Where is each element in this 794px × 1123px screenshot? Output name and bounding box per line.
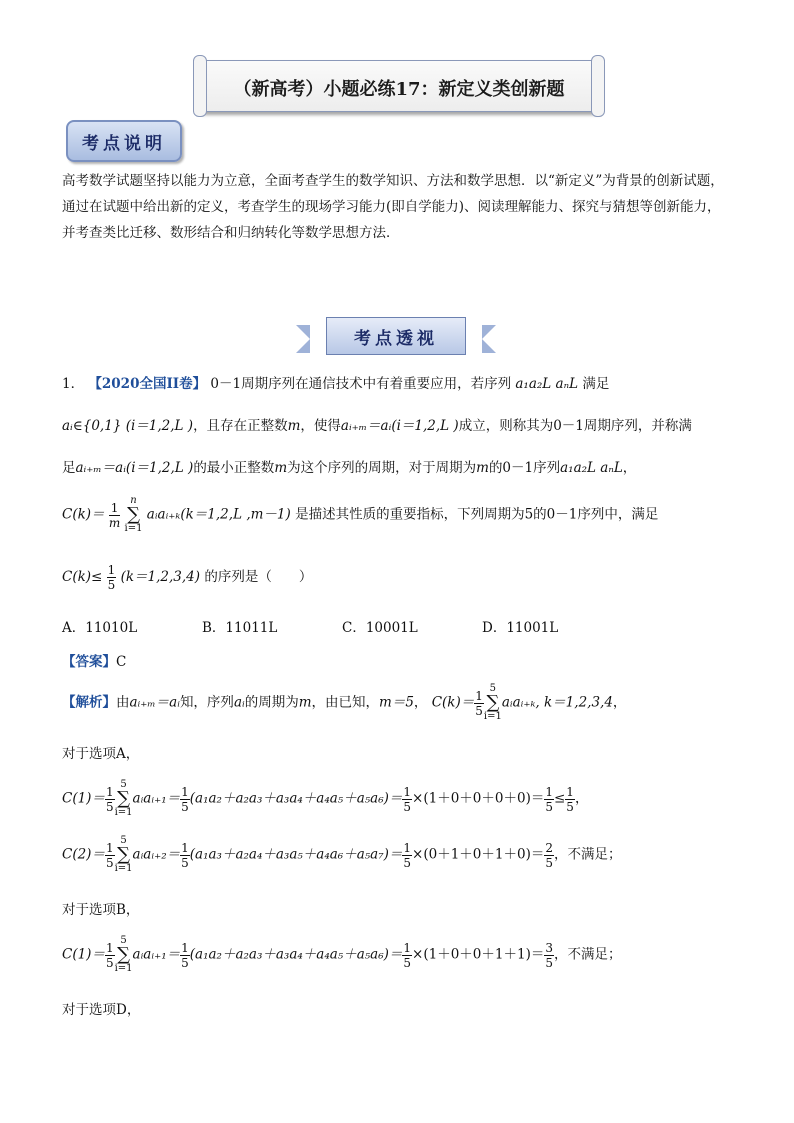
sigma-symbol: ∑ [117, 788, 130, 809]
question-source: 【2020全国II卷】 [88, 376, 207, 392]
frac-num: 2 [545, 840, 553, 855]
math-var: m [298, 694, 312, 711]
frac-den: 5 [403, 855, 412, 870]
answer-label: 【答案】 [62, 654, 116, 670]
math-var: aᵢ [233, 694, 245, 711]
math-var: m [287, 418, 301, 434]
option-a: A．11010L [62, 620, 138, 636]
question-text: 的序列是（ ） [204, 569, 313, 585]
frac-den: 5 [545, 855, 553, 870]
sum-bottom: i=1 [483, 711, 502, 722]
frac-num: 1 [181, 840, 189, 855]
sum-top: 5 [120, 835, 127, 846]
question-text: 足 [62, 460, 76, 476]
frac-den: 5 [403, 799, 412, 814]
frac-den: 5 [181, 799, 189, 814]
calc-end: ，不满足； [553, 846, 622, 863]
page-title: （新高考）小题必练17：新定义类创新题 [233, 79, 565, 100]
math-term: aᵢaᵢ₊₁＝ [132, 790, 181, 807]
frac-den: 5 [545, 799, 553, 814]
sigma-symbol: ∑ [127, 504, 140, 525]
math-fraction [107, 563, 117, 592]
frac-num: 1 [403, 940, 412, 955]
frac-den: 5 [566, 799, 574, 814]
frac-num: 1 [566, 784, 574, 799]
math-le: ≤ [553, 790, 566, 807]
frac-num: 1 [105, 840, 114, 855]
analysis-text: ， [612, 694, 627, 711]
question-line-3 [62, 456, 636, 476]
math-calc: ×(1＋0＋0＋0＋0)＝ [412, 790, 545, 807]
question-line-4 [62, 496, 658, 534]
frac-num: 1 [403, 840, 412, 855]
analysis-line-1 [62, 684, 626, 722]
math-var: m [476, 460, 489, 476]
sum-bottom: i=1 [114, 963, 133, 974]
math-fraction [180, 785, 190, 814]
option-b-heading: 对于选项B， [62, 902, 140, 918]
section-badge-label: 考点说明 [82, 134, 166, 154]
math-ck: C(1)＝ [62, 946, 105, 963]
option-c: C．10001L [342, 620, 418, 636]
question-text: 成立，则称其为0－1周期序列，并称满 [458, 418, 692, 434]
calc-a-c1 [62, 780, 588, 818]
math-fraction [105, 785, 115, 814]
math-range: (k＝1,2,3,4) [120, 569, 201, 585]
analysis-text: ， [413, 694, 428, 711]
math-fraction [109, 501, 120, 530]
frac-num: 1 [403, 784, 412, 799]
frac-den: 5 [107, 578, 116, 592]
math-term: aᵢaᵢ₊ₖ(k＝1,2,L ,m－1) [146, 506, 291, 523]
frac-num: 1 [105, 784, 114, 799]
option-d: D．11001L [482, 620, 559, 636]
question-text: 为这个序列的周期，对于周期为 [287, 460, 477, 476]
frac-num: 1 [181, 940, 189, 955]
frac-den: 5 [403, 955, 412, 970]
math-fraction [105, 841, 115, 870]
math-sequence: a₁a₂L aₙL [560, 460, 623, 476]
question-text: 满足 [582, 376, 610, 392]
question-text: 0－1周期序列在通信技术中有着重要应用，若序列 [210, 376, 512, 392]
intro-paragraph: 高考数学试题坚持以能力为立意，全面考查学生的数学知识、方法和数学思想．以“新定义”为背景的创新试题，通过在试题中给出新的定义，考查学生的现场学习能力(即自学能力)、阅读理解能力、探究与猜想等创新能力，并考查类比迁移、数形结合和归纳转化等数学思想方法． [62, 173, 724, 241]
math-expansion: (a₁a₃＋a₂a₄＋a₃a₅＋a₄a₆＋a₅a₇)＝ [189, 846, 403, 863]
frac-den: 5 [105, 799, 114, 814]
sum-top: 5 [120, 935, 127, 946]
title-banner [198, 60, 600, 112]
sum-top: 5 [120, 779, 127, 790]
frac-num: 1 [181, 784, 189, 799]
option-a-heading: 对于选项A， [62, 746, 140, 762]
math-term: aᵢaᵢ₊₂＝ [132, 846, 181, 863]
frac-num: 1 [105, 940, 114, 955]
sum-bottom: i=1 [124, 523, 143, 534]
frac-den: 5 [105, 955, 114, 970]
sum-top: n [130, 495, 137, 506]
analysis-text: ，由已知， [311, 694, 380, 711]
question-line-1 [62, 372, 609, 392]
math-fraction [105, 941, 115, 970]
math-fraction [544, 941, 554, 970]
question-number: 1． [62, 376, 85, 392]
section-badge-shuoming [66, 120, 182, 162]
section-ribbon-toushi [296, 317, 496, 355]
analysis-text: 知，序列 [179, 694, 234, 711]
question-text: ，使得 [300, 418, 341, 434]
answer-line [62, 650, 126, 670]
math-fraction [180, 841, 190, 870]
math-sum [115, 936, 133, 974]
math-calc: ×(1＋0＋0＋1＋1)＝ [412, 946, 545, 963]
math-fraction [544, 785, 554, 814]
analysis-label: 【解析】 [62, 694, 116, 711]
math-fraction [474, 689, 484, 718]
math-equation: m＝5 [379, 694, 414, 711]
math-fraction [402, 785, 412, 814]
math-equation: aᵢ₊ₘ＝aᵢ [129, 694, 180, 711]
math-sum [115, 780, 133, 818]
section-ribbon-label: 考点透视 [354, 329, 438, 349]
sigma-symbol: ∑ [486, 692, 500, 713]
frac-den: m [108, 515, 121, 530]
question-line-5 [62, 563, 312, 592]
math-sum [484, 684, 502, 722]
sum-top: 5 [489, 683, 497, 694]
math-ck: C(1)＝ [62, 790, 105, 807]
question-text: ， [622, 460, 637, 476]
math-equation: aᵢ₊ₘ＝aᵢ(i＝1,2,L ) [340, 418, 459, 434]
math-fraction [565, 785, 575, 814]
sigma-symbol: ∑ [117, 844, 130, 865]
sum-bottom: i=1 [114, 863, 133, 874]
frac-den: 5 [181, 955, 189, 970]
analysis-text: 由 [116, 694, 130, 711]
question-text: ，且存在正整数 [193, 418, 288, 434]
option-d-heading: 对于选项D， [62, 1002, 141, 1018]
sum-bottom: i=1 [114, 807, 133, 818]
math-ck: C(k)＝ [431, 694, 475, 711]
math-condition: aᵢ∈{0,1} (i＝1,2,L ) [62, 418, 194, 434]
question-text: 的0－1序列 [488, 460, 561, 476]
calc-end: ， [574, 790, 589, 807]
math-calc: ×(0＋1＋0＋1＋0)＝ [412, 846, 545, 863]
calc-b-c1 [62, 936, 621, 974]
math-expansion: (a₁a₂＋a₂a₃＋a₃a₄＋a₄a₅＋a₅a₆)＝ [189, 946, 403, 963]
frac-den: 5 [475, 703, 483, 718]
question-text: 的最小正整数 [193, 460, 275, 476]
frac-num: 1 [545, 784, 553, 799]
math-equation: aᵢ₊ₘ＝aᵢ(i＝1,2,L ) [75, 460, 194, 476]
math-sequence: a₁a₂L aₙL [515, 376, 579, 392]
math-term: aᵢaᵢ₊₁＝ [132, 946, 181, 963]
calc-a-c2 [62, 836, 621, 874]
answer-value: C [116, 654, 127, 670]
math-fraction [402, 841, 412, 870]
frac-den: 5 [105, 855, 114, 870]
math-ck: C(k)≤ [62, 569, 103, 585]
math-fraction [544, 841, 554, 870]
question-text: 是描述其性质的重要指标，下列周期为5的0－1序列中，满足 [295, 506, 659, 523]
frac-num: 1 [475, 688, 483, 703]
option-b: B．11011L [202, 620, 278, 636]
math-term: aᵢaᵢ₊ₖ, k＝1,2,3,4 [501, 694, 613, 711]
frac-num: 1 [107, 563, 116, 577]
math-fraction [402, 941, 412, 970]
question-line-2 [62, 414, 692, 434]
math-fraction [180, 941, 190, 970]
frac-num: 3 [545, 940, 553, 955]
math-var: m [274, 460, 288, 476]
frac-den: 5 [181, 855, 189, 870]
math-ck: C(2)＝ [62, 846, 105, 863]
frac-den: 5 [545, 955, 553, 970]
calc-end: ，不满足； [553, 946, 622, 963]
analysis-text: 的周期为 [244, 694, 299, 711]
math-sum [125, 496, 143, 534]
frac-num: 1 [110, 500, 119, 515]
math-ck: C(k)＝ [62, 506, 105, 523]
math-expansion: (a₁a₂＋a₂a₃＋a₃a₄＋a₄a₅＋a₅a₆)＝ [189, 790, 403, 807]
math-sum [115, 836, 133, 874]
sigma-symbol: ∑ [117, 944, 130, 965]
